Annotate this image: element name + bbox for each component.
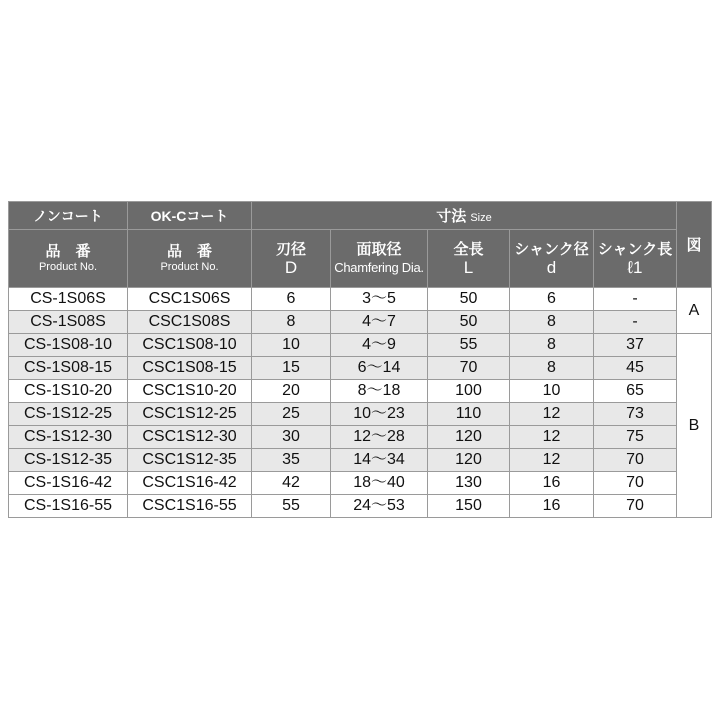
cutting-dia-value: 55 — [252, 495, 331, 518]
shank-length-value: 37 — [594, 334, 677, 357]
shank-length-value: - — [594, 288, 677, 311]
cutting-dia-en: D — [284, 257, 298, 277]
shank-dia-jp: シャンク径 — [514, 240, 589, 258]
cutting-dia-value: 6 — [252, 288, 331, 311]
shank-dia-value: 8 — [510, 357, 594, 380]
shank-length-jp: シャンク長 — [597, 240, 673, 258]
chamfering-dia-value: 12～28 — [331, 426, 428, 449]
okc-product-no: CSC1S08S — [128, 311, 252, 334]
header-figure: 図 — [677, 202, 712, 288]
cutting-dia-value: 15 — [252, 357, 331, 380]
header-size-jp: 寸法 — [436, 208, 467, 225]
header-noncoat: ノンコート — [9, 202, 128, 230]
okc-product-no: CSC1S06S — [128, 288, 252, 311]
header-chamfering-dia — [331, 230, 428, 288]
table-row — [9, 426, 712, 449]
okc-product-no: CSC1S12-25 — [128, 403, 252, 426]
header-product-no-noncoat — [9, 230, 128, 288]
table-row — [9, 357, 712, 380]
table-row — [9, 288, 712, 311]
shank-dia-en: d — [546, 257, 557, 277]
chamfering-dia-value: 8～18 — [331, 380, 428, 403]
okc-product-no: CSC1S10-20 — [128, 380, 252, 403]
shank-length-value: 73 — [594, 403, 677, 426]
shank-dia-value: 12 — [510, 403, 594, 426]
figure-cell-a: A — [677, 288, 712, 334]
shank-length-value: 70 — [594, 472, 677, 495]
cutting-dia-value: 8 — [252, 311, 331, 334]
chamfering-dia-value: 24～53 — [331, 495, 428, 518]
shank-dia-value: 6 — [510, 288, 594, 311]
cutting-dia-value: 30 — [252, 426, 331, 449]
chamfering-dia-jp: 面取径 — [356, 240, 402, 258]
noncoat-product-no: CS-1S16-42 — [9, 472, 128, 495]
overall-length-en: L — [463, 257, 474, 277]
chamfering-dia-value: 4～9 — [331, 334, 428, 357]
okc-product-no: CSC1S08-10 — [128, 334, 252, 357]
noncoat-product-no: CS-1S12-30 — [9, 426, 128, 449]
shank-length-en: ℓ1 — [627, 257, 643, 277]
header-overall-length — [428, 230, 510, 288]
okc-product-no: CSC1S12-35 — [128, 449, 252, 472]
okc-product-no: CSC1S16-42 — [128, 472, 252, 495]
okc-product-no: CSC1S12-30 — [128, 426, 252, 449]
header-product-no-okc — [128, 230, 252, 288]
table-row — [9, 449, 712, 472]
figure-cell-b: B — [677, 334, 712, 518]
okc-product-no: CSC1S16-55 — [128, 495, 252, 518]
shank-length-value: 65 — [594, 380, 677, 403]
shank-length-value: 45 — [594, 357, 677, 380]
cutting-dia-jp: 刃径 — [275, 240, 306, 258]
table-row — [9, 472, 712, 495]
noncoat-product-no: CS-1S08S — [9, 311, 128, 334]
overall-length-value: 50 — [428, 288, 510, 311]
shank-dia-value: 10 — [510, 380, 594, 403]
overall-length-value: 100 — [428, 380, 510, 403]
table-row — [9, 380, 712, 403]
shank-length-value: 70 — [594, 495, 677, 518]
header-size-en: Size — [470, 212, 492, 224]
chamfering-dia-value: 10～23 — [331, 403, 428, 426]
overall-length-value: 130 — [428, 472, 510, 495]
noncoat-product-no: CS-1S08-10 — [9, 334, 128, 357]
chamfering-dia-value: 6～14 — [331, 357, 428, 380]
overall-length-value: 110 — [428, 403, 510, 426]
header-size — [252, 202, 677, 230]
shank-dia-value: 16 — [510, 495, 594, 518]
shank-length-value: - — [594, 311, 677, 334]
chamfering-dia-value: 18～40 — [331, 472, 428, 495]
overall-length-value: 120 — [428, 426, 510, 449]
noncoat-product-no: CS-1S06S — [9, 288, 128, 311]
chamfering-dia-value: 3～5 — [331, 288, 428, 311]
header-okc-coat: OK-Cコート — [128, 202, 252, 230]
chamfering-dia-value: 14～34 — [331, 449, 428, 472]
table-row — [9, 311, 712, 334]
overall-length-value: 120 — [428, 449, 510, 472]
noncoat-product-no: CS-1S10-20 — [9, 380, 128, 403]
header-cutting-dia — [252, 230, 331, 288]
shank-length-value: 70 — [594, 449, 677, 472]
product-no-jp: 品 番 — [45, 243, 91, 260]
cutting-dia-value: 35 — [252, 449, 331, 472]
header-shank-length — [594, 230, 677, 288]
table-row — [9, 334, 712, 357]
okc-product-no: CSC1S08-15 — [128, 357, 252, 380]
overall-length-value: 70 — [428, 357, 510, 380]
cutting-dia-value: 25 — [252, 403, 331, 426]
noncoat-product-no: CS-1S12-25 — [9, 403, 128, 426]
overall-length-jp: 全長 — [453, 240, 484, 258]
table-row — [9, 403, 712, 426]
cutting-dia-value: 42 — [252, 472, 331, 495]
noncoat-product-no: CS-1S12-35 — [9, 449, 128, 472]
overall-length-value: 50 — [428, 311, 510, 334]
noncoat-product-no: CS-1S08-15 — [9, 357, 128, 380]
noncoat-product-no: CS-1S16-55 — [9, 495, 128, 518]
header-shank-dia — [510, 230, 594, 288]
shank-dia-value: 12 — [510, 449, 594, 472]
chamfering-dia-en: Chamfering Dia. — [334, 259, 424, 275]
size-spec-table — [8, 201, 712, 518]
table-row — [9, 495, 712, 518]
cutting-dia-value: 10 — [252, 334, 331, 357]
shank-length-value: 75 — [594, 426, 677, 449]
product-no-jp: 品 番 — [166, 243, 212, 260]
shank-dia-value: 8 — [510, 311, 594, 334]
cutting-dia-value: 20 — [252, 380, 331, 403]
product-no-en: Product No. — [160, 261, 219, 273]
chamfering-dia-value: 4～7 — [331, 311, 428, 334]
shank-dia-value: 8 — [510, 334, 594, 357]
overall-length-value: 55 — [428, 334, 510, 357]
product-no-en: Product No. — [38, 261, 98, 273]
shank-dia-value: 16 — [510, 472, 594, 495]
overall-length-value: 150 — [428, 495, 510, 518]
shank-dia-value: 12 — [510, 426, 594, 449]
